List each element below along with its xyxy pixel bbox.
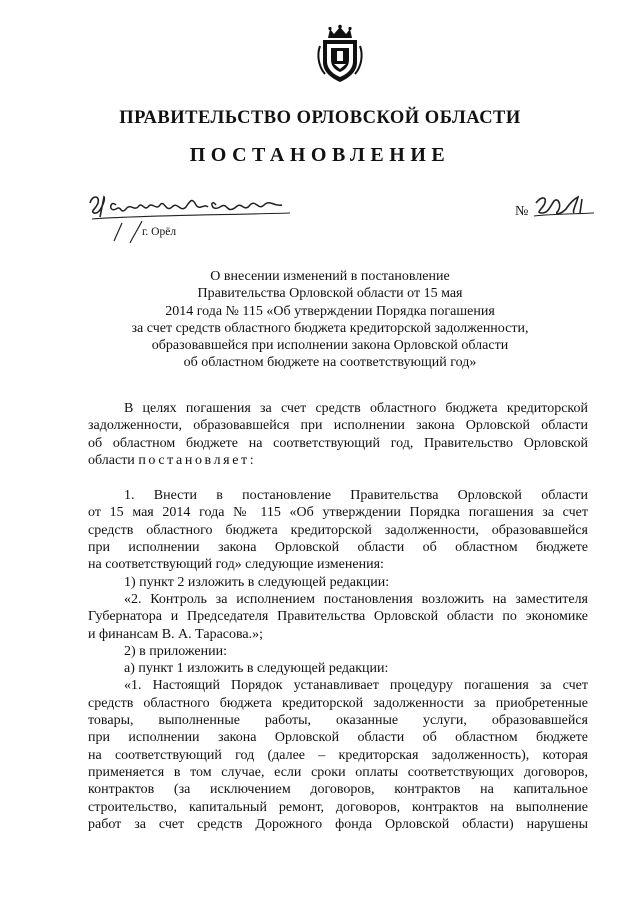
- quote-line: при исполнении закона Орловской области об областном бюджете: [88, 730, 588, 746]
- paragraph-line: средств областного бюджета кредиторской задолженности, образовавшейся: [88, 522, 588, 538]
- paragraph-text: области: [88, 452, 135, 468]
- quote-line: работ за счет средств Дорожного фонда Орловской области) нарушены: [88, 816, 588, 832]
- coat-of-arms-emblem: [315, 24, 365, 84]
- handwritten-date: [86, 193, 296, 245]
- paragraph-line: на соответствующий год» следующие изменения:: [88, 557, 384, 573]
- subject-line: Правительства Орловской области от 15 мая: [197, 286, 463, 302]
- number-label: №: [515, 204, 529, 219]
- list-item: 2) в приложении:: [124, 643, 227, 659]
- paragraph-line: об областном бюджете на соответствующий год, Правительство Орловской: [88, 435, 588, 451]
- document-body: [88, 400, 588, 833]
- subject-line: за счет средств областного бюджета кредиторской задолженности,: [131, 320, 529, 336]
- document-subject: [90, 268, 570, 372]
- quote-line: товары, выполненные работы, оказанные услуги, образовавшейся: [88, 713, 588, 729]
- subject-line: образовавшейся при исполнении закона Орловской области: [151, 338, 509, 354]
- subject-line: О внесении изменений в постановление: [210, 269, 450, 284]
- paragraph-line: В целях погашения за счет средств областного бюджета кредиторской: [124, 401, 588, 416]
- paragraph-line: при исполнении закона Орловской области об областном бюджете: [88, 540, 588, 556]
- quote-line: «1. Настоящий Порядок устанавливает процедуру погашения за счет: [124, 678, 588, 694]
- government-title: ПРАВИТЕЛЬСТВО ОРЛОВСКОЙ ОБЛАСТИ: [119, 108, 521, 128]
- paragraph-line: от 15 мая 2014 года № 115 «Об утверждении Порядка погашения за счет: [88, 505, 588, 521]
- subject-line: об областном бюджете на соответствующий год»: [183, 355, 477, 371]
- quote-line: и финансам В. А. Тарасова.»;: [88, 626, 264, 642]
- document-type-title: ПОСТАНОВЛЕНИЕ: [189, 144, 451, 166]
- paragraph-line: задолженности, образовавшейся при исполнении закона Орловской области: [88, 418, 588, 434]
- subject-line: 2014 года № 115 «Об утверждении Порядка погашения: [165, 303, 495, 319]
- paragraph-line: [88, 452, 588, 469]
- quote-line: строительство, капитальный ремонт, договоров, контрактов на выполнение: [88, 799, 588, 815]
- quote-line: «2. Контроль за исполнением постановления возложить на заместителя: [124, 591, 588, 607]
- quote-line: контрактов (за исключением договоров, контрактов на капитальное: [88, 782, 588, 798]
- quote-line: средств областного бюджета кредиторской задолженности за приобретенные: [88, 695, 588, 711]
- city-label: г. Орёл: [142, 226, 177, 238]
- quote-line: Губернатора и Председателя Правительства Орловской области по экономике: [88, 609, 588, 625]
- quote-line: применяется в том случае, если сроки оплаты соответствующих договоров,: [88, 764, 588, 780]
- quote-line: на соответствующий год (далее – кредиторская задолженность), которая: [88, 747, 588, 763]
- handwritten-number: [532, 193, 596, 223]
- paragraph-line: 1. Внести в постановление Правительства Орловской области: [124, 488, 588, 504]
- resolution-word: постановляет:: [138, 452, 257, 468]
- list-item: а) пункт 1 изложить в следующей редакции:: [124, 661, 389, 677]
- list-item: 1) пункт 2 изложить в следующей редакции:: [124, 574, 390, 590]
